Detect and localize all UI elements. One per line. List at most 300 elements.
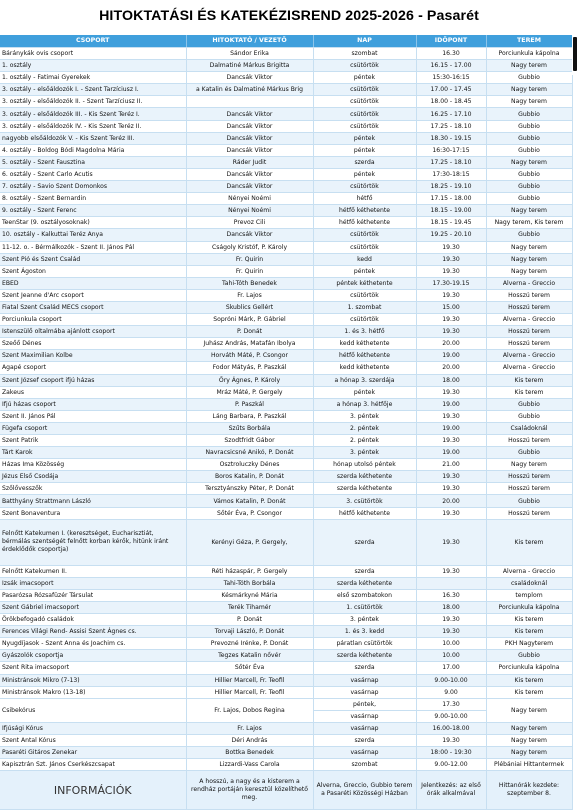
cell-group: Ifjúsági Kórus: [0, 722, 186, 734]
cell-room: Gubbio: [486, 144, 572, 156]
cell-time: 19.00: [416, 398, 486, 410]
cell-group: Szeőő Dénes: [0, 338, 186, 350]
table-row: [0, 495, 572, 507]
table-row: [0, 614, 572, 626]
cell-time: 10.00: [416, 638, 486, 650]
cell-leader: Dancsák Viktor: [186, 144, 313, 156]
cell-room: Alverna - Greccio: [486, 362, 572, 374]
cell-day: péntek: [313, 144, 416, 156]
cell-group: Báránykák ovis csoport: [0, 48, 186, 60]
table-row: [0, 168, 572, 180]
cell-group: Ifjú házas csoport: [0, 398, 186, 410]
table-row: [0, 253, 572, 265]
cell-room: Alverna - Greccio: [486, 565, 572, 577]
cell-leader: Juhász András, Matafán Ibolya: [186, 338, 313, 350]
info-community-house: Alverna, Greccio, Gubbio terem a Pasaréti Közösségi Házban: [313, 771, 416, 810]
cell-room: Nagy terem: [486, 253, 572, 265]
col-header-time: IDŐPONT: [416, 35, 486, 48]
cell-leader: Sándor Erika: [186, 48, 313, 60]
cell-day: hónap utolsó péntek: [313, 459, 416, 471]
cell-time: 20.00: [416, 338, 486, 350]
table-row: [0, 601, 572, 613]
cell-room: Hosszú terem: [486, 338, 572, 350]
cell-group: Nyugdíjasok - Szent Anna és Joachim cs.: [0, 638, 186, 650]
table-row: [0, 350, 572, 362]
cell-leader: Hillier Marcell, Fr. Teofil: [186, 686, 313, 698]
cell-room: Porciunkula kápolna: [486, 662, 572, 674]
cell-time: 19.30: [416, 386, 486, 398]
cell-group: 3. osztály - elsőáldozók III. - Kis Szent Teréz I.: [0, 108, 186, 120]
cell-room: Nagy terem: [486, 84, 572, 96]
cell-day: 3. péntek: [313, 410, 416, 422]
cell-time: 21.00: [416, 459, 486, 471]
cell-group: Szent Gábriel imacsoport: [0, 601, 186, 613]
cell-time: 16:30-17:15: [416, 144, 486, 156]
cell-day: szerda kéthetente: [313, 471, 416, 483]
cell-leader: Cságoly Kristóf, P. Károly: [186, 241, 313, 253]
cell-time: 18.25 - 19.10: [416, 181, 486, 193]
cell-group: Pasarózsa Rózsafüzér Társulat: [0, 589, 186, 601]
cell-group: 3. osztály - elsőáldozók IV. - Kis Szent Teréz II.: [0, 120, 186, 132]
cell-room: Nagy terem: [486, 156, 572, 168]
cell-day: hétfő kéthetente: [313, 217, 416, 229]
cell-day: kedd kéthetente: [313, 362, 416, 374]
cell-day: a hónap 3. szerdája: [313, 374, 416, 386]
cell-group: 7. osztály - Savio Szent Domonkos: [0, 181, 186, 193]
cell-leader: Dancsák Viktor: [186, 168, 313, 180]
table-row: [0, 398, 572, 410]
cell-day: csütörtök: [313, 120, 416, 132]
col-header-room: TEREM: [486, 35, 572, 48]
cell-time: 18.00: [416, 374, 486, 386]
table-row: [0, 734, 572, 746]
cell-time: [416, 577, 486, 589]
cell-day: péntek kéthetente: [313, 277, 416, 289]
cell-room: Családoknál: [486, 422, 572, 434]
cell-time: 19.30: [416, 410, 486, 422]
cell-group: 6. osztály - Szent Carlo Acutis: [0, 168, 186, 180]
table-row: [0, 459, 572, 471]
cell-room: Gubbio: [486, 193, 572, 205]
cell-leader: Tegzes Katalin nővér: [186, 650, 313, 662]
cell-group: 3. osztály - elsőáldozók II. - Szent Tarzíciusz II.: [0, 96, 186, 108]
cell-room: Gubbio: [486, 650, 572, 662]
table-row: [0, 747, 572, 759]
cell-time: 17.25 - 18.10: [416, 156, 486, 168]
cell-time: 15:30-16:15: [416, 72, 486, 84]
cell-room: Kis terem: [486, 674, 572, 686]
cell-room: Alverna - Greccio: [486, 350, 572, 362]
cell-leader: Fr. Quirin: [186, 265, 313, 277]
cell-leader: Prevozné Irénke, P. Donát: [186, 638, 313, 650]
cell-room: Nagy terem: [486, 241, 572, 253]
table-row: [0, 301, 572, 313]
table-row: [0, 662, 572, 674]
cell-group: EBED: [0, 277, 186, 289]
cell-room: Hosszú terem: [486, 326, 572, 338]
cell-group: 3. osztály - elsőáldozók I. - Szent Tarzíciusz I.: [0, 84, 186, 96]
cell-leader: Mráz Máté, P. Gergely: [186, 386, 313, 398]
table-row: [0, 193, 572, 205]
cell-time: 16.30: [416, 48, 486, 60]
table-row: [0, 410, 572, 422]
table-row: [0, 156, 572, 168]
cell-time: 19.30: [416, 614, 486, 626]
cell-time: 18.00: [416, 601, 486, 613]
cell-group: Felnőtt Katekumen I. (keresztséget, Eucharisztiát, bérmálás szentségét felnőtt korban kérők, hitünk iránt érdeklődők csoportja): [0, 519, 186, 565]
cell-leader: Késmárkyné Mária: [186, 589, 313, 601]
cell-leader: Fr. Lajos: [186, 722, 313, 734]
cell-time: 19.30: [416, 435, 486, 447]
cell-day: 2. péntek: [313, 435, 416, 447]
cell-time: 9.00-12.00: [416, 759, 486, 771]
table-row: [0, 638, 572, 650]
info-row: [0, 771, 572, 810]
cell-day: hétfő kéthetente: [313, 350, 416, 362]
cell-room: Gubbio: [486, 168, 572, 180]
cell-day: kedd: [313, 253, 416, 265]
col-header-day: NAP: [313, 35, 416, 48]
cell-leader: P. Paszkál: [186, 398, 313, 410]
schedule-table: [0, 35, 573, 810]
cell-leader: Lizzardi-Vass Carola: [186, 759, 313, 771]
cell-leader: Osztroluczky Dénes: [186, 459, 313, 471]
cell-time: 9.00-10.00: [416, 674, 486, 686]
cell-leader: Kerényi Géza, P. Gergely,: [186, 519, 313, 565]
cell-day: szerda: [313, 156, 416, 168]
table-row: [0, 181, 572, 193]
cell-leader: Őry Ágnes, P. Károly: [186, 374, 313, 386]
table-header-row: [0, 35, 572, 48]
cell-time: 16.00-18.00: [416, 722, 486, 734]
cell-time: 19.30: [416, 507, 486, 519]
cell-leader: Skublics Gellért: [186, 301, 313, 313]
cell-leader: Hillier Marcell, Fr. Teofil: [186, 674, 313, 686]
cell-day: péntek: [313, 265, 416, 277]
table-row: [0, 626, 572, 638]
cell-group: nagyobb elsőáldozók V. - Kis Szent Teréz III.: [0, 132, 186, 144]
cell-time: 17:30-18:15: [416, 168, 486, 180]
cell-day: 1. és 3. hétfő: [313, 326, 416, 338]
cell-group: Fiatal Szent Család MECS csoport: [0, 301, 186, 313]
cell-group: Porciunkula csoport: [0, 314, 186, 326]
cell-group: Ferences Világi Rend- Assisi Szent Ágnes cs.: [0, 626, 186, 638]
cell-room: Hosszú terem: [486, 289, 572, 301]
cell-room: Hosszú terem: [486, 507, 572, 519]
cell-time: 17.00: [416, 662, 486, 674]
cell-room: Kis terem: [486, 614, 572, 626]
cell-time: 18.15 - 19.00: [416, 205, 486, 217]
cell-day: vasárnap: [313, 674, 416, 686]
cell-day: csütörtök: [313, 60, 416, 72]
cell-leader: Déri András: [186, 734, 313, 746]
cell-room: Gubbio: [486, 108, 572, 120]
table-row: [0, 96, 572, 108]
table-row: [0, 577, 572, 589]
table-row: [0, 60, 572, 72]
table-row: [0, 48, 572, 60]
cell-leader: P. Donát: [186, 326, 313, 338]
table-row: [0, 589, 572, 601]
cell-time: 19.00: [416, 350, 486, 362]
cell-time: 16.25 - 17.10: [416, 108, 486, 120]
cell-day: csütörtök: [313, 181, 416, 193]
cell-day: a hónap 3. hétfője: [313, 398, 416, 410]
cell-time: 20.00: [416, 495, 486, 507]
cell-day: csütörtök: [313, 84, 416, 96]
cell-time: 18.00 - 18.45: [416, 96, 486, 108]
cell-leader: Nényei Noémi: [186, 205, 313, 217]
table-row: [0, 277, 572, 289]
cell-day: szerda: [313, 734, 416, 746]
cell-leader: Tahi-Tóth Benedek: [186, 277, 313, 289]
table-row: [0, 265, 572, 277]
cell-leader: a Katalin és Dalmatiné Márkus Brig: [186, 84, 313, 96]
cell-group: Ministránsok Mikro (7-13): [0, 674, 186, 686]
cell-group: Szőlővesszők: [0, 483, 186, 495]
table-row: [0, 217, 572, 229]
cell-room: Porciunkula kápolna: [486, 601, 572, 613]
cell-group: Jézus Első Csodája: [0, 471, 186, 483]
cell-group: Szent Rita imacsoport: [0, 662, 186, 674]
cell-room: templom: [486, 589, 572, 601]
cell-room: Gubbio: [486, 495, 572, 507]
cell-time: 17.25 - 18.10: [416, 120, 486, 132]
cell-day: szerda kéthetente: [313, 650, 416, 662]
cell-group: Agapé csoport: [0, 362, 186, 374]
cell-room: Kis terem: [486, 386, 572, 398]
cell-time: 19.30: [416, 519, 486, 565]
table-row: [0, 314, 572, 326]
cell-day: vasárnap: [313, 747, 416, 759]
cell-leader: Tersztyánszky Péter, P. Donát: [186, 483, 313, 495]
cell-time: 19.30: [416, 289, 486, 301]
cell-room: Nagy terem: [486, 60, 572, 72]
cell-day: szombat: [313, 48, 416, 60]
cell-time: 18.30 - 19.15: [416, 132, 486, 144]
cell-group: 4. osztály - Boldog Bódi Magdolna Mária: [0, 144, 186, 156]
cell-leader: Fr. Lajos: [186, 289, 313, 301]
cell-room: Gubbio: [486, 181, 572, 193]
info-title: INFORMÁCIÓK: [0, 771, 186, 810]
cell-group: 1. osztály: [0, 60, 186, 72]
table-row: [0, 565, 572, 577]
cell-day: 1. és 3. kedd: [313, 626, 416, 638]
cell-room: Gubbio: [486, 447, 572, 459]
table-body-tail: [0, 722, 572, 770]
cell-day: szerda kéthetente: [313, 483, 416, 495]
cell-day: 1. csütörtök: [313, 601, 416, 613]
cell-day: 2. péntek: [313, 422, 416, 434]
cell-room: Nagy terem: [486, 459, 572, 471]
cell-time: 10.00: [416, 650, 486, 662]
cell-group: Szent II. János Pál: [0, 410, 186, 422]
cell-group: Tárt Karok: [0, 447, 186, 459]
table-row: [0, 650, 572, 662]
cell-group: Szent Patrik: [0, 435, 186, 447]
cell-group: Házas Ima Közösség: [0, 459, 186, 471]
cell-leader: Nényei Noémi: [186, 193, 313, 205]
cell-room: Gubbio: [486, 72, 572, 84]
cell-group: TeenStar (9. osztályosoknak): [0, 217, 186, 229]
cell-group: Izsák imacsoport: [0, 577, 186, 589]
cell-day: 1. szombat: [313, 301, 416, 313]
cell-leader: Szodtfridt Gábor: [186, 435, 313, 447]
cell-leader: Dancsák Viktor: [186, 108, 313, 120]
cell-day: péntek: [313, 72, 416, 84]
cell-time: 19.25 - 20.10: [416, 229, 486, 241]
cell-group: Batthyány Strattmann László: [0, 495, 186, 507]
cell-day: péntek: [313, 386, 416, 398]
table-row: [0, 386, 572, 398]
cell-leader: Terék Tihamér: [186, 601, 313, 613]
cell-day: hétfő kéthetente: [313, 507, 416, 519]
cell-time: 15.00: [416, 301, 486, 313]
cell-leader: Boros Katalin, P. Donát: [186, 471, 313, 483]
table-row: [0, 722, 572, 734]
cell-time: 19.30: [416, 565, 486, 577]
cell-day: csütörtök: [313, 108, 416, 120]
cell-room: Kis terem: [486, 686, 572, 698]
cell-leader: Torvaji László, P. Donát: [186, 626, 313, 638]
cell-group: Szent Antal Kórus: [0, 734, 186, 746]
cell-day: csütörtök: [313, 289, 416, 301]
cell-room: Nagy terem: [486, 265, 572, 277]
cell-group: Szent József csoport ifjú házas: [0, 374, 186, 386]
cell-leader: Vámos Katalin, P. Donát: [186, 495, 313, 507]
cell-day: csütörtök: [313, 241, 416, 253]
cell-room: Nagy terem: [486, 747, 572, 759]
table-row: [0, 72, 572, 84]
cell-group: Szent Bonaventura: [0, 507, 186, 519]
cell-time: 19.30: [416, 253, 486, 265]
info-registration: Jelentkezés: az első órák alkalmával: [416, 771, 486, 810]
cell-leader: Sopróni Márk, P. Gábriel: [186, 314, 313, 326]
table-row: [0, 759, 572, 771]
cell-group: 1. osztály - Fatimai Gyerekek: [0, 72, 186, 84]
table-row: [0, 674, 572, 686]
table-row: [0, 84, 572, 96]
cell-time: 17.30: [416, 698, 486, 710]
info-rooms-access: A hosszú, a nagy és a kisterem a rendház portáján keresztül közelíthető meg.: [186, 771, 313, 810]
cell-time: 18:00 - 19:30: [416, 747, 486, 759]
cell-leader: Tahi-Tóth Borbála: [186, 577, 313, 589]
cell-leader: Fr. Lajos, Dobos Regina: [186, 698, 313, 722]
table-row: [0, 205, 572, 217]
info-start-date: Hittanórák kezdete: szeptember 8.: [486, 771, 572, 810]
cell-leader: Dancsák Viktor: [186, 181, 313, 193]
col-header-leader: HITOKTATÓ / VEZETŐ: [186, 35, 313, 48]
cell-room: Porciunkula kápolna: [486, 48, 572, 60]
cell-leader: Sőtér Éva, P. Csongor: [186, 507, 313, 519]
cell-group: Szent Maximilian Kolbe: [0, 350, 186, 362]
cell-leader: Réti házaspár, P. Gergely: [186, 565, 313, 577]
cell-room: Hosszú terem: [486, 471, 572, 483]
cell-room: PKH Nagyterem: [486, 638, 572, 650]
cell-room: Hosszú terem: [486, 483, 572, 495]
cell-day: péntek: [313, 168, 416, 180]
cell-group: Ministránsok Makro (13-18): [0, 686, 186, 698]
cell-day: első szombatokon: [313, 589, 416, 601]
cell-day: kedd kéthetente: [313, 338, 416, 350]
cell-day: vasárnap: [313, 722, 416, 734]
cell-time: 19.30: [416, 314, 486, 326]
cell-room: Nagy terem: [486, 734, 572, 746]
cell-time: 19.30: [416, 471, 486, 483]
cell-time: 19.30: [416, 326, 486, 338]
cell-group: Szent Ágoston: [0, 265, 186, 277]
cell-time: 17.15 - 18.00: [416, 193, 486, 205]
cell-room: Alverna - Greccio: [486, 314, 572, 326]
cell-day: vasárnap: [313, 710, 416, 722]
table-row: [0, 326, 572, 338]
cell-group: 11-12. o. - Bérmálkozók - Szent II. János Pál: [0, 241, 186, 253]
cell-time: 17.30-19.15: [416, 277, 486, 289]
cell-leader: Fodor Mátyás, P. Paszkál: [186, 362, 313, 374]
cell-leader: Sőtér Éva: [186, 662, 313, 674]
cell-time: 18.15 - 19.45: [416, 217, 486, 229]
cell-room: Gubbio: [486, 229, 572, 241]
cell-time: 19.30: [416, 483, 486, 495]
cell-day: páratlan csütörtök: [313, 638, 416, 650]
cell-day: 3. csütörtök: [313, 495, 416, 507]
cell-time: 19.00: [416, 422, 486, 434]
cell-leader: Dalmatiné Márkus Brigitta: [186, 60, 313, 72]
cell-leader: Navracsicsné Anikó, P. Donát: [186, 447, 313, 459]
table-row: [0, 241, 572, 253]
cell-group: 8. osztály - Szent Bernardin: [0, 193, 186, 205]
cell-group: Fügefa csoport: [0, 422, 186, 434]
table-row: [0, 686, 572, 698]
col-header-group: CSOPORT: [0, 35, 186, 48]
cell-group: Pasaréti Gitáros Zenekar: [0, 747, 186, 759]
cell-day: 3. péntek: [313, 614, 416, 626]
cell-room: Gubbio: [486, 120, 572, 132]
cell-time: 16.15 - 17.00: [416, 60, 486, 72]
cell-group: Zakeus: [0, 386, 186, 398]
cell-day: csütörtök: [313, 96, 416, 108]
cell-room: Nagy terem: [486, 698, 572, 722]
scrollbar-thumb[interactable]: [573, 37, 577, 71]
cell-room: Kis terem: [486, 519, 572, 565]
cell-day: szerda: [313, 519, 416, 565]
cell-room: Hosszú terem: [486, 301, 572, 313]
cell-group: 10. osztály - Kalkuttai Teréz Anya: [0, 229, 186, 241]
table-row: [0, 422, 572, 434]
cell-leader: Dancsák Viktor: [186, 229, 313, 241]
cell-group: Gyászolók csoportja: [0, 650, 186, 662]
table-row: [0, 435, 572, 447]
cell-leader: Bottka Benedek: [186, 747, 313, 759]
cell-group: Örökbefogadó családok: [0, 614, 186, 626]
cell-leader: Fr. Quirin: [186, 253, 313, 265]
table-row: [0, 289, 572, 301]
cell-group: Csibekórus: [0, 698, 186, 722]
cell-day: csütörtök: [313, 229, 416, 241]
cell-room: Nagy terem: [486, 205, 572, 217]
cell-group: Kapisztrán Szt. János Cserkészcsapat: [0, 759, 186, 771]
cell-day: hétfő: [313, 193, 416, 205]
table-row: [0, 374, 572, 386]
cell-group: Felnőtt Katekumen II.: [0, 565, 186, 577]
cell-room: Plébániai Hittantermek: [486, 759, 572, 771]
cell-time: 19.30: [416, 241, 486, 253]
table-row: [0, 471, 572, 483]
cell-leader: P. Donát: [186, 614, 313, 626]
cell-leader: Dancsák Viktor: [186, 72, 313, 84]
cell-day: 3. péntek: [313, 447, 416, 459]
cell-leader: Szűts Borbála: [186, 422, 313, 434]
